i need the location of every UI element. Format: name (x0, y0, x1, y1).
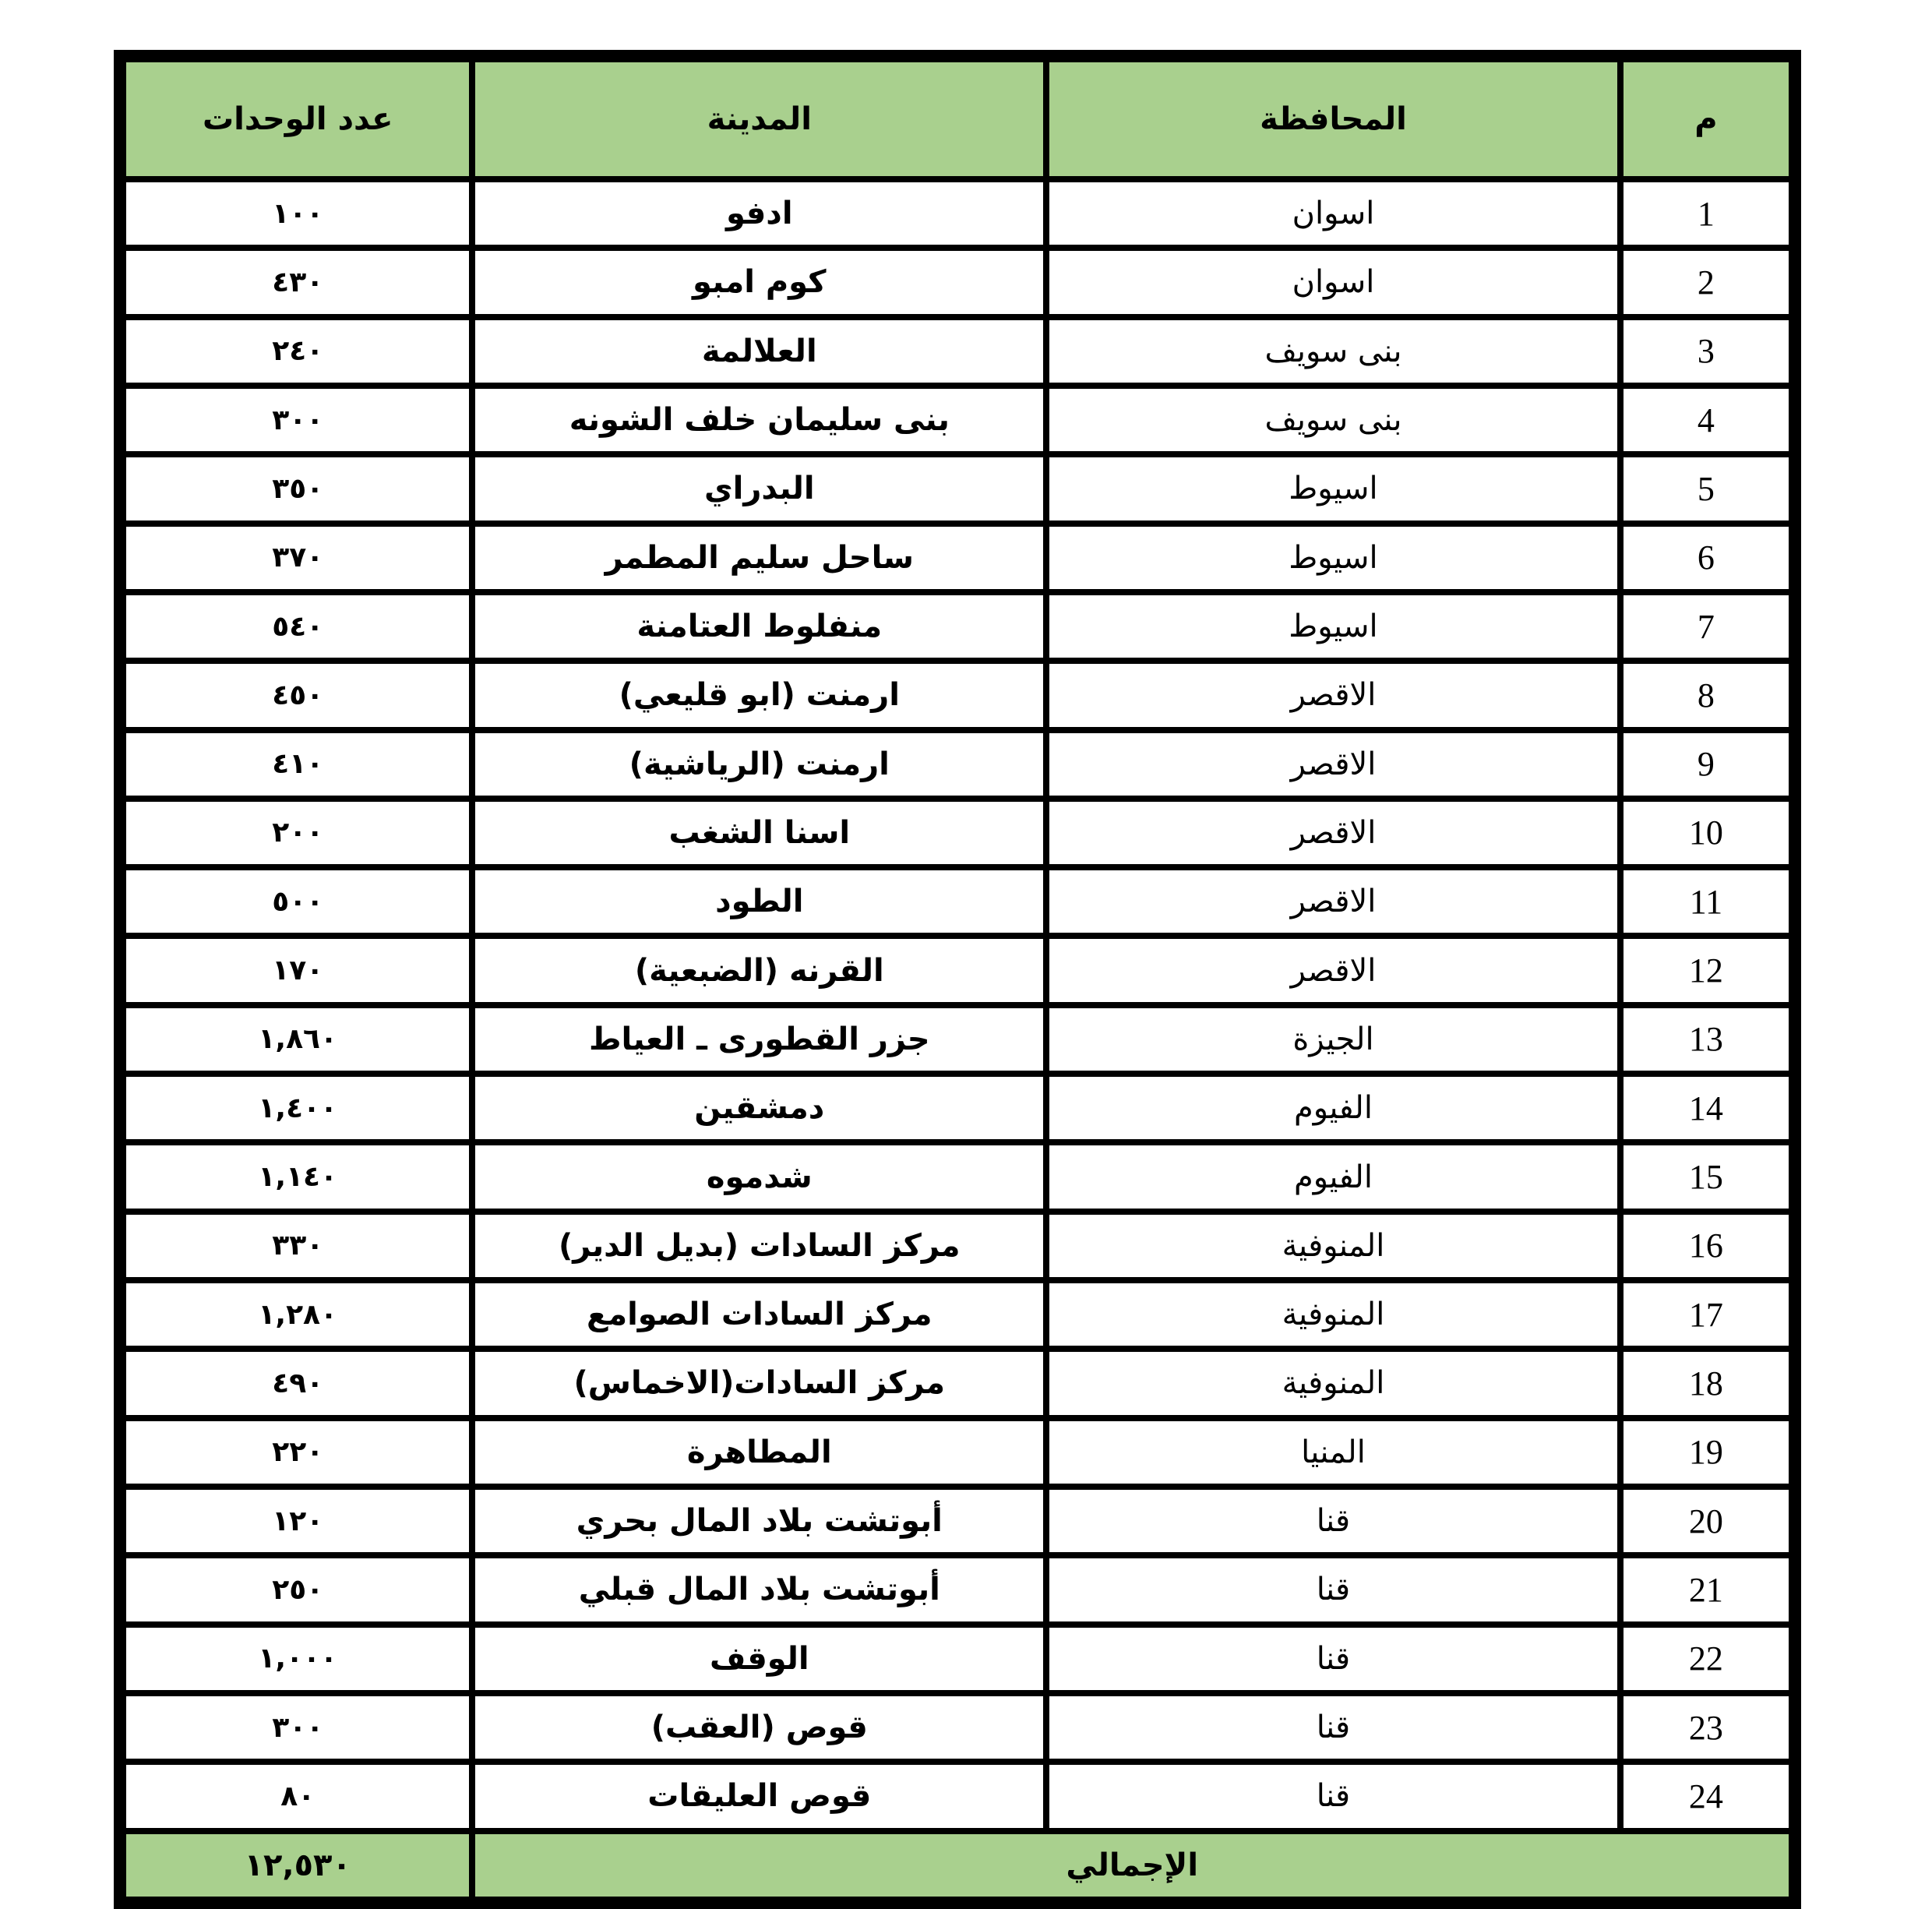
cell-city: الوقف (475, 1628, 1043, 1690)
table-row (126, 870, 1789, 933)
table-row (126, 1352, 1789, 1414)
cell-city: شدموه (475, 1145, 1043, 1208)
cell-units: ٣٠٠ (126, 389, 469, 451)
table-row (126, 1628, 1789, 1690)
header-units: عدد الوحدات (126, 62, 469, 176)
cell-units: ٣٧٠ (126, 527, 469, 589)
cell-governorate: المنيا (1049, 1421, 1617, 1484)
table-row (126, 320, 1789, 383)
table-row (126, 527, 1789, 589)
cell-units: ١٠٠ (126, 182, 469, 245)
table-row (126, 733, 1789, 796)
total-label: الإجمالي (475, 1834, 1789, 1897)
cell-governorate: المنوفية (1049, 1352, 1617, 1414)
cell-governorate: اسوان (1049, 182, 1617, 245)
cell-governorate: الاقصر (1049, 870, 1617, 933)
cell-num: 8 (1624, 664, 1789, 726)
cell-units: ٨٠ (126, 1765, 469, 1827)
cell-governorate: الاقصر (1049, 802, 1617, 864)
cell-num: 17 (1624, 1283, 1789, 1346)
cell-units: ١,٢٨٠ (126, 1283, 469, 1346)
table-row (126, 1008, 1789, 1071)
cell-units: ٤١٠ (126, 733, 469, 796)
cell-governorate: المنوفية (1049, 1283, 1617, 1346)
cell-num: 18 (1624, 1352, 1789, 1414)
cell-num: 24 (1624, 1765, 1789, 1827)
table-row (126, 457, 1789, 520)
cell-units: ٢٠٠ (126, 802, 469, 864)
cell-governorate: قنا (1049, 1490, 1617, 1552)
cell-governorate: الفيوم (1049, 1077, 1617, 1139)
table-row (126, 1558, 1789, 1621)
cell-num: 2 (1624, 251, 1789, 313)
cell-city: العلالمة (475, 320, 1043, 383)
table-header-row (126, 62, 1789, 176)
cell-city: مركز السادات(الاخماس) (475, 1352, 1043, 1414)
table-row (126, 1765, 1789, 1827)
table-row (126, 1490, 1789, 1552)
cell-units: ٤٥٠ (126, 664, 469, 726)
cell-city: جزر القطورى ـ العياط (475, 1008, 1043, 1071)
table-row (126, 1077, 1789, 1139)
cell-num: 3 (1624, 320, 1789, 383)
cell-num: 5 (1624, 457, 1789, 520)
cell-num: 14 (1624, 1077, 1789, 1139)
cell-city: أبوتشت بلاد المال بحري (475, 1490, 1043, 1552)
cell-units: ١,٨٦٠ (126, 1008, 469, 1071)
cell-units: ١,١٤٠ (126, 1145, 469, 1208)
cell-num: 22 (1624, 1628, 1789, 1690)
cell-governorate: الاقصر (1049, 733, 1617, 796)
table-row (126, 251, 1789, 313)
cell-units: ٣٥٠ (126, 457, 469, 520)
cell-city: مركز السادات (بديل الدير) (475, 1215, 1043, 1277)
table-row (126, 389, 1789, 451)
cell-num: 10 (1624, 802, 1789, 864)
table-row (126, 939, 1789, 1001)
table-row (126, 1215, 1789, 1277)
cell-city: ادفو (475, 182, 1043, 245)
total-units: ١٢,٥٣٠ (126, 1834, 469, 1897)
cell-units: ٢٤٠ (126, 320, 469, 383)
cell-city: كوم امبو (475, 251, 1043, 313)
cell-units: ١٢٠ (126, 1490, 469, 1552)
units-table (120, 56, 1795, 1903)
cell-num: 20 (1624, 1490, 1789, 1552)
table-row (126, 1696, 1789, 1759)
cell-city: ارمنت (ابو قليعي) (475, 664, 1043, 726)
header-num: م (1624, 62, 1789, 176)
cell-num: 21 (1624, 1558, 1789, 1621)
cell-city: مركز السادات الصوامع (475, 1283, 1043, 1346)
cell-governorate: اسيوط (1049, 527, 1617, 589)
cell-governorate: المنوفية (1049, 1215, 1617, 1277)
cell-governorate: قنا (1049, 1558, 1617, 1621)
cell-num: 9 (1624, 733, 1789, 796)
cell-city: اسنا الشغب (475, 802, 1043, 864)
header-city: المدينة (475, 62, 1043, 176)
cell-num: 6 (1624, 527, 1789, 589)
total-row (126, 1834, 1789, 1897)
cell-num: 16 (1624, 1215, 1789, 1277)
cell-city: ارمنت (الرياشية) (475, 733, 1043, 796)
cell-city: بنى سليمان خلف الشونه (475, 389, 1043, 451)
cell-num: 12 (1624, 939, 1789, 1001)
cell-units: ٥٠٠ (126, 870, 469, 933)
cell-units: ١,٤٠٠ (126, 1077, 469, 1139)
cell-units: ١٧٠ (126, 939, 469, 1001)
table-row (126, 595, 1789, 658)
cell-governorate: قنا (1049, 1696, 1617, 1759)
cell-governorate: الفيوم (1049, 1145, 1617, 1208)
cell-units: ٢٥٠ (126, 1558, 469, 1621)
cell-governorate: بنى سويف (1049, 389, 1617, 451)
cell-city: الطود (475, 870, 1043, 933)
cell-num: 4 (1624, 389, 1789, 451)
table-row (126, 182, 1789, 245)
cell-units: ٣٠٠ (126, 1696, 469, 1759)
cell-units: ٢٢٠ (126, 1421, 469, 1484)
table-row (126, 1283, 1789, 1346)
cell-num: 13 (1624, 1008, 1789, 1071)
cell-city: أبوتشت بلاد المال قبلي (475, 1558, 1043, 1621)
cell-num: 1 (1624, 182, 1789, 245)
cell-num: 23 (1624, 1696, 1789, 1759)
cell-city: قوص العليقات (475, 1765, 1043, 1827)
cell-city: القرنه (الضبعية) (475, 939, 1043, 1001)
cell-units: ٥٤٠ (126, 595, 469, 658)
cell-city: المطاهرة (475, 1421, 1043, 1484)
cell-governorate: بنى سويف (1049, 320, 1617, 383)
cell-units: ٤٩٠ (126, 1352, 469, 1414)
cell-city: منفلوط العتامنة (475, 595, 1043, 658)
cell-num: 19 (1624, 1421, 1789, 1484)
cell-city: البدراي (475, 457, 1043, 520)
cell-governorate: قنا (1049, 1765, 1617, 1827)
cell-governorate: الاقصر (1049, 939, 1617, 1001)
cell-city: ساحل سليم المطمر (475, 527, 1043, 589)
cell-units: ٤٣٠ (126, 251, 469, 313)
cell-governorate: اسوان (1049, 251, 1617, 313)
cell-num: 7 (1624, 595, 1789, 658)
cell-city: قوص (العقب) (475, 1696, 1043, 1759)
table-row (126, 1145, 1789, 1208)
cell-governorate: قنا (1049, 1628, 1617, 1690)
cell-city: دمشقين (475, 1077, 1043, 1139)
cell-units: ٣٣٠ (126, 1215, 469, 1277)
header-governorate: المحافظة (1049, 62, 1617, 176)
cell-num: 11 (1624, 870, 1789, 933)
units-table-frame (114, 50, 1801, 1909)
table-row (126, 1421, 1789, 1484)
table-row (126, 802, 1789, 864)
cell-num: 15 (1624, 1145, 1789, 1208)
cell-governorate: الجيزة (1049, 1008, 1617, 1071)
cell-governorate: اسيوط (1049, 595, 1617, 658)
table-body (126, 182, 1789, 1897)
table-row (126, 664, 1789, 726)
cell-governorate: الاقصر (1049, 664, 1617, 726)
cell-units: ١,٠٠٠ (126, 1628, 469, 1690)
cell-governorate: اسيوط (1049, 457, 1617, 520)
